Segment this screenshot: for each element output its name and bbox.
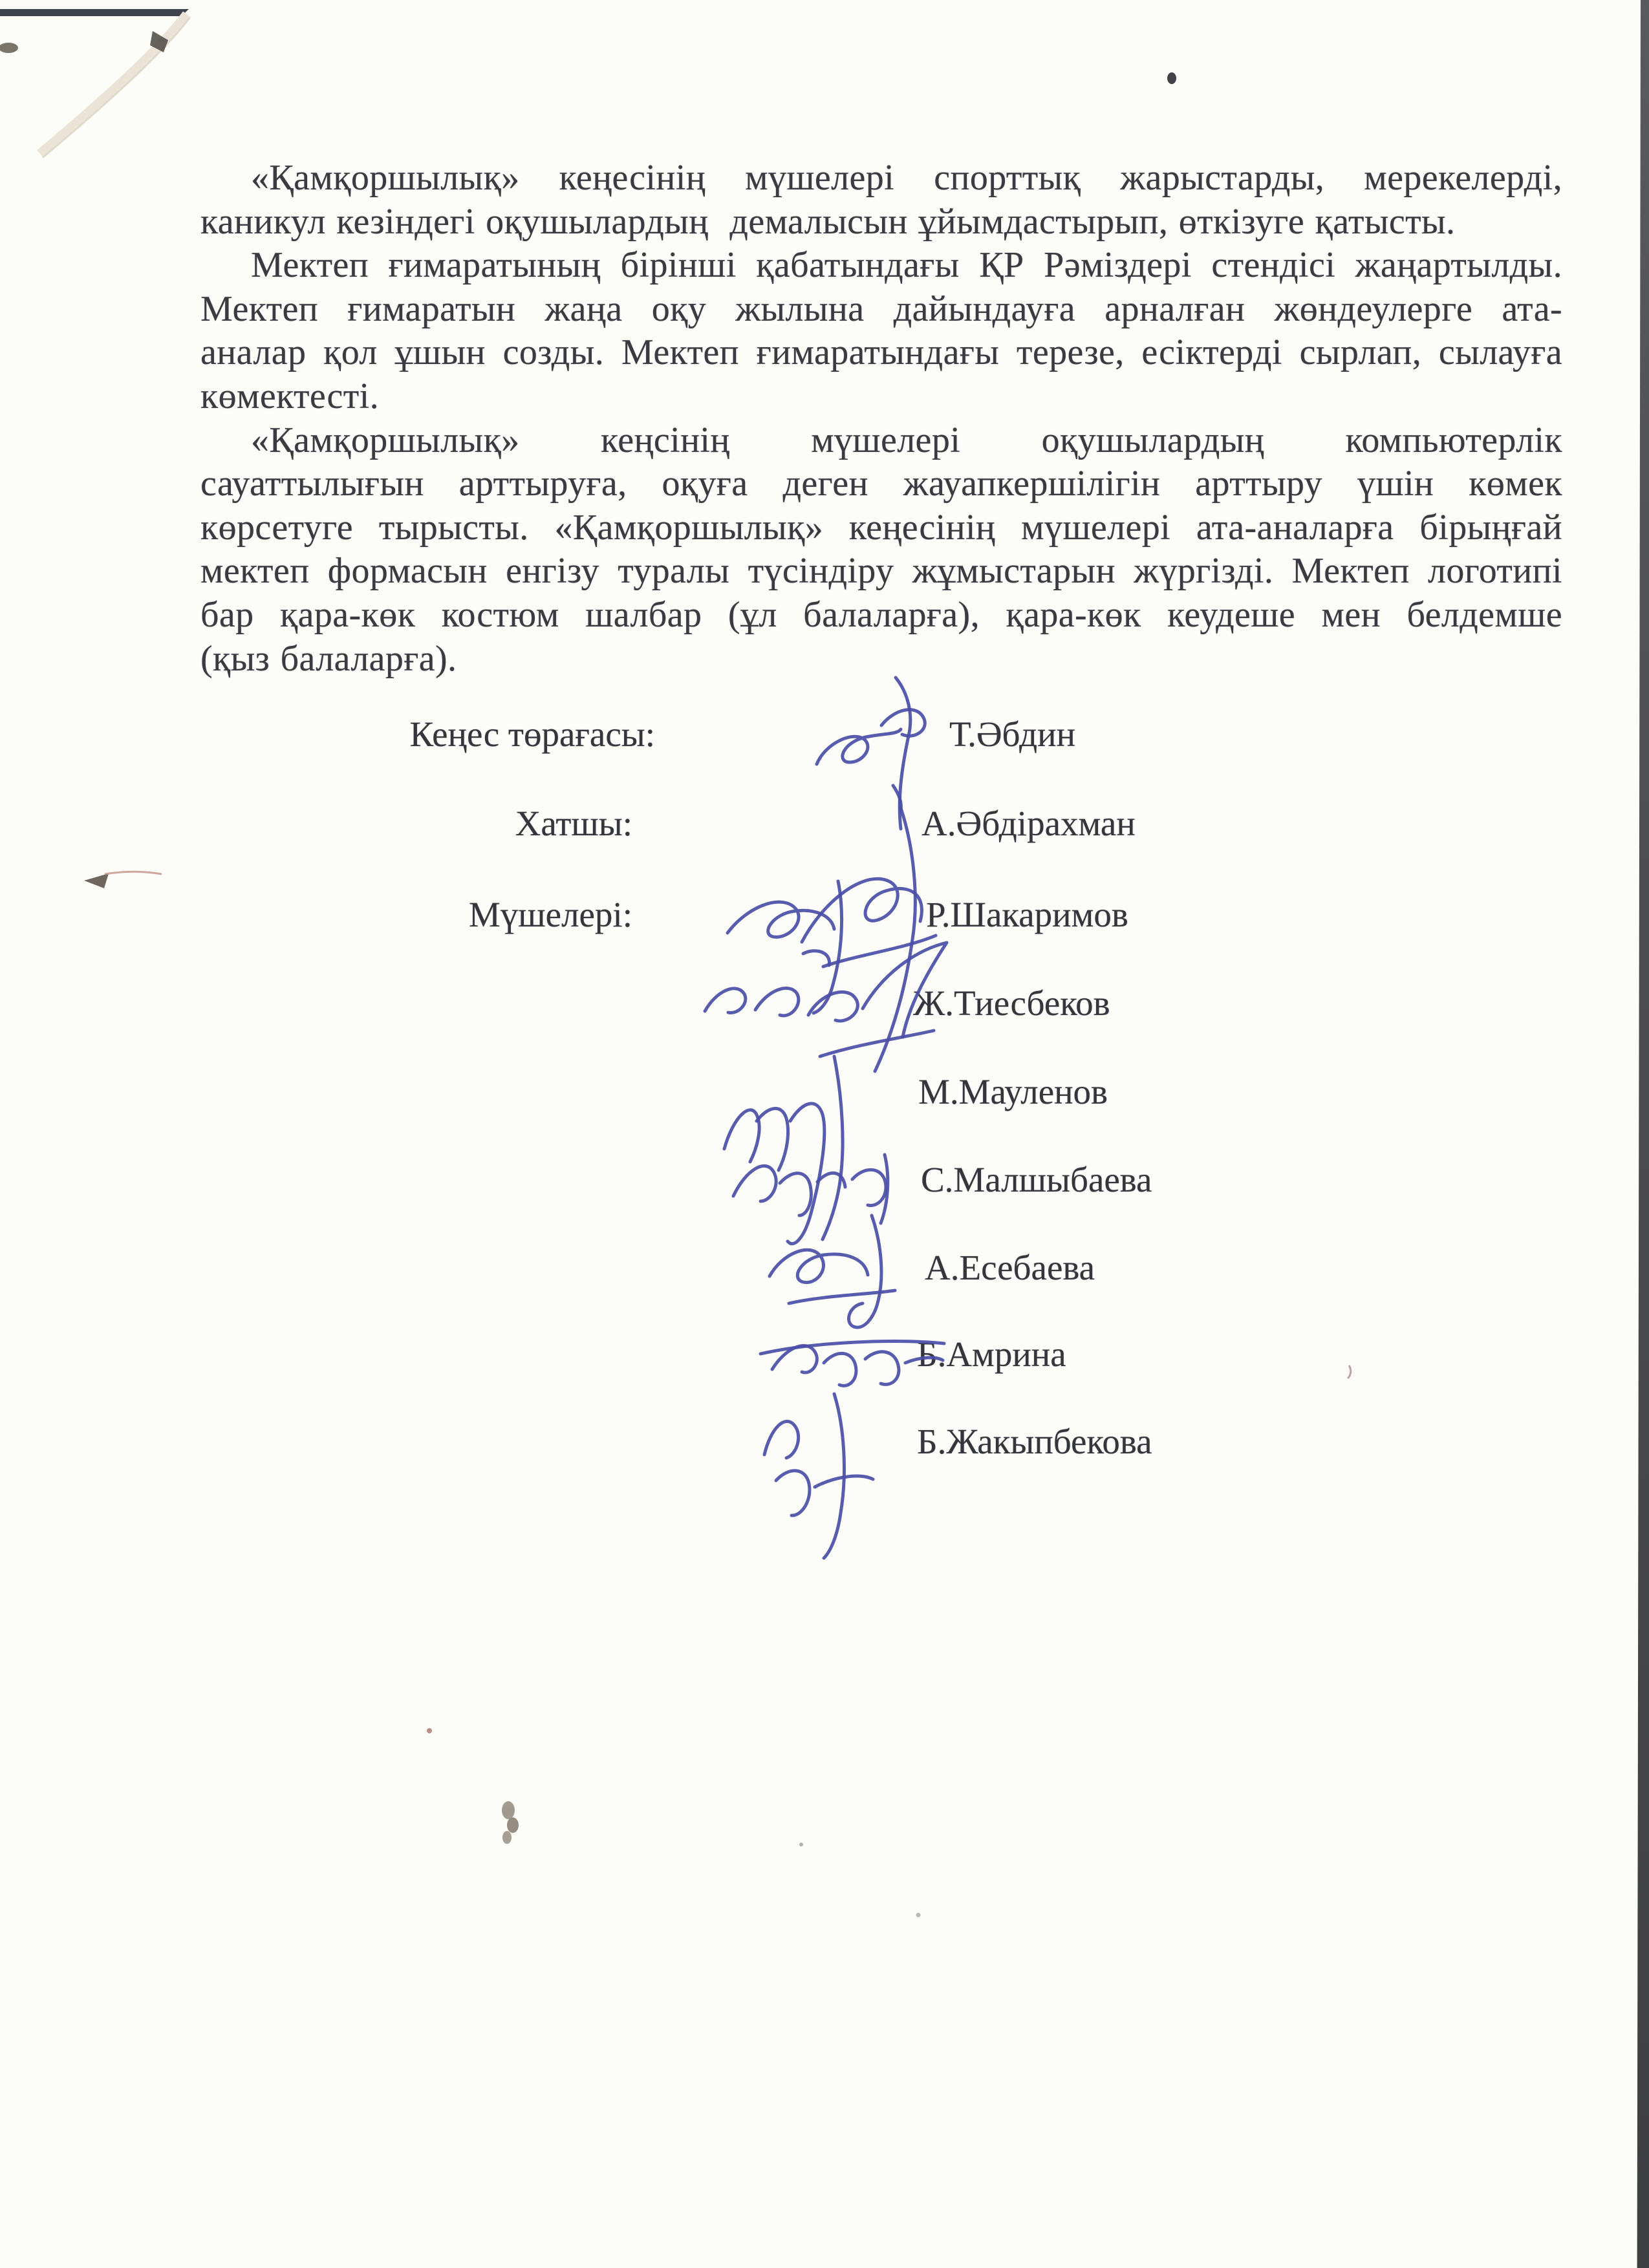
- signatory-name-1: Т.Әбдин: [949, 714, 1076, 754]
- signatory-name-9: Б.Жакыпбекова: [917, 1422, 1152, 1461]
- scan-edge-artifact-top: [0, 9, 189, 16]
- paragraph1-line2: каникул кезіндегі оқушылардың демалысын ұйымдастырып, өткізуге қатысты.: [200, 201, 1456, 242]
- paragraph3-line5: бар қара-көк костюм шалбар (ұл балаларға), қара-көк кеудеше мен белдемше: [200, 594, 1562, 635]
- signatory-name-2: А.Әбдірахман: [921, 804, 1136, 843]
- paragraph1-line1: «Қамқоршылық» кеңесінің мүшелері спорттық жарыстарды, мерекелерді,: [251, 158, 1562, 198]
- paragraph2-line2: Мектеп ғимаратын жаңа оқу жылына дайындауға арналған жөндеулерге ата-: [200, 288, 1562, 329]
- paragraph3-line3: көрсетуге тырысты. «Қамқоршылық» кеңесінің мүшелері ата-аналарға бірыңғай: [200, 507, 1562, 548]
- signatory-name-8: Б.Амрина: [917, 1334, 1066, 1374]
- paragraph3-line6: (қыз балаларға).: [200, 638, 457, 679]
- scan-edge-artifact-right: [1636, 0, 1649, 2268]
- role-label-secretary: Хатшы:: [515, 804, 632, 843]
- document-body: [200, 156, 1562, 681]
- role-label-chairman: Кеңес төрағасы:: [409, 714, 655, 754]
- signatory-name-3: Р.Шакаримов: [926, 895, 1128, 934]
- signature-ink-9: [736, 1376, 923, 1563]
- signatory-name-6: С.Малшыбаева: [921, 1160, 1152, 1199]
- paragraph2-line3: аналар қол ұшын созды. Мектеп ғимаратындағы терезе, есіктерді сырлап, сылауға: [200, 332, 1562, 373]
- paragraph2-line4: көмектесті.: [200, 376, 379, 416]
- signatory-name-5: М.Мауленов: [918, 1072, 1108, 1111]
- paragraph3-line2: сауаттылығын арттыруға, оқуға деген жауапкершілігін арттыру үшін көмек: [200, 464, 1562, 504]
- signatory-name-7: А.Есебаева: [925, 1248, 1095, 1287]
- paper-fold-artifact: [0, 0, 220, 175]
- paragraph2-line1: Мектеп ғимаратының бірінші қабатындағы ҚР Рәміздері стендісі жаңартылды.: [251, 245, 1562, 286]
- role-label-members: Мүшелері:: [468, 895, 632, 934]
- signatory-name-4: Ж.Тиесбеков: [913, 983, 1110, 1023]
- paragraph3-line1: «Қамқоршылық» кеңсінің мүшелері оқушылардың компьютерлік: [251, 420, 1562, 460]
- paragraph3-line4: мектеп формасын енгізу туралы түсіндіру жұмыстарын жүргізді. Мектеп логотипі: [200, 551, 1562, 592]
